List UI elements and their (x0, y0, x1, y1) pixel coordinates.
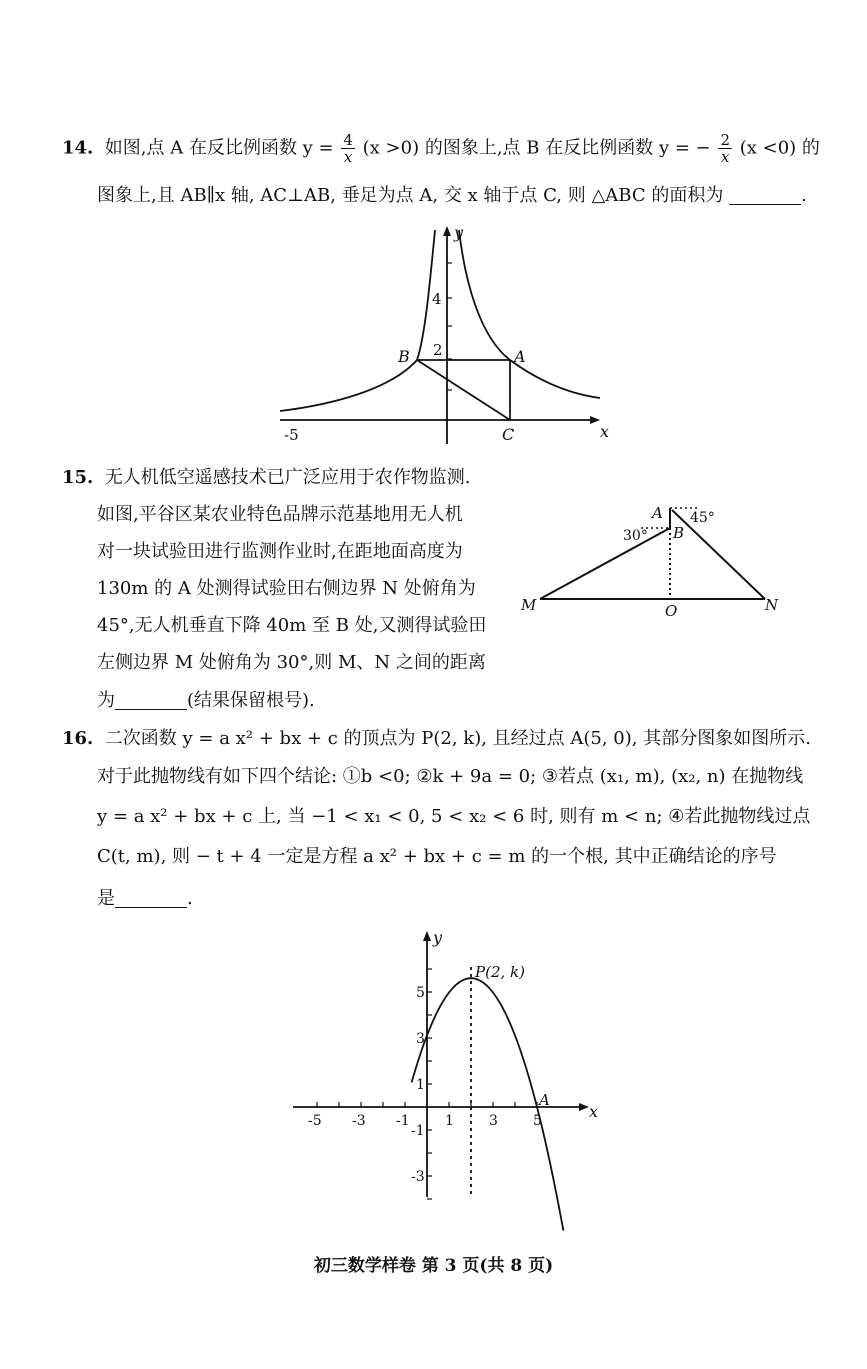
q15-line5: 45°,无人机垂直下降 40m 至 B 处,又测得试验田 (97, 615, 487, 636)
q16-line4: C(t, m), 则 − t + 4 一定是方程 a x² + bx + c = m 的一个根, 其中正确结论的序号 (97, 846, 777, 867)
q15-line3: 对一块试验田进行监测作业时,在距地面高度为 (97, 541, 463, 562)
q16-y-tick-label: 5 (416, 985, 425, 1001)
q14-line2: 图象上,且 AB∥x 轴, AC⊥AB, 垂足为点 A, 交 x 轴于点 C, 则 △ABC 的面积为 . (97, 185, 807, 206)
q16-y-label: y (433, 928, 443, 947)
q15-point-B: B (673, 524, 685, 542)
q16-y-arrow (423, 931, 431, 941)
q16-x-tick-label: 3 (489, 1113, 498, 1129)
q15-point-M: M (521, 596, 537, 614)
q15-segment-BM (540, 528, 670, 599)
q14-hyperbola-right (459, 230, 600, 398)
q15-point-A: A (652, 504, 663, 522)
q16-line1 (62, 727, 811, 751)
q16-x-tick-label: -3 (352, 1113, 366, 1129)
q15-answer-blank[interactable] (115, 691, 187, 710)
q14-text-1b: (x >0) 的图象上,点 B 在反比例函数 y = − (362, 137, 711, 159)
q15-point-O: O (665, 602, 678, 620)
q14-y-arrow (443, 226, 451, 236)
q15-number: 15. (62, 467, 94, 488)
q16-ticks (308, 969, 542, 1199)
q16-x-tick-label: -1 (396, 1113, 410, 1129)
q16-y-tick-label: -1 (411, 1123, 425, 1139)
q14-fraction-1: $\frac{4}{x}$ (343, 131, 353, 166)
q15-line1 (62, 466, 471, 490)
q14-number: 14. (62, 137, 94, 159)
q14-text-1c: (x <0) 的 (739, 137, 820, 159)
q14-line1 (62, 132, 820, 165)
q14-text-2: 图象上,且 AB∥x 轴, AC⊥AB, 垂足为点 A, 交 x 轴于点 C, 则 △ABC 的面积为 (97, 185, 724, 206)
q14-figure (270, 222, 620, 452)
q15-angle-30: 30° (623, 528, 648, 544)
q14-answer-blank[interactable] (729, 186, 801, 205)
q15-point-N: N (765, 596, 779, 614)
q14-curve-right (270, 222, 434, 240)
q16-x-tick-label: -5 (308, 1113, 322, 1129)
q16-line2: 对于此抛物线有如下四个结论: ①b <0; ②k + 9a = 0; ③若点 (x₁, m), (x₂, n) 在抛物线 (97, 766, 804, 787)
q16-figure (285, 925, 605, 1205)
q16-y-tick-label: 1 (416, 1077, 425, 1093)
q16-y-tick-label: 3 (416, 1031, 425, 1047)
q14-y-label: y (454, 223, 464, 242)
q15-text-1: 无人机低空遥感技术已广泛应用于农作物监测. (104, 467, 471, 488)
q14-tick-minus5: -5 (284, 426, 299, 444)
q16-text-1: 二次函数 y = a x² + bx + c 的顶点为 P(2, k), 且经过点 A(5, 0), 其部分图象如图所示. (104, 728, 811, 749)
q14-point-B: B (398, 347, 410, 366)
q16-vertex-label: P(2, k) (475, 963, 525, 981)
q14-fraction-2: $\frac{2}{x}$ (720, 131, 731, 166)
q16-x-arrow (579, 1103, 589, 1111)
q15-segment-AN (672, 510, 765, 599)
q15-line6: 左侧边界 M 处俯角为 30°,则 M、N 之间的距离 (97, 652, 486, 673)
q16-line3: y = a x² + bx + c 上, 当 −1 < x₁ < 0, 5 < x₂ < 6 时, 则有 m < n; ④若此抛物线过点 (97, 806, 811, 827)
q16-x-tick-label: 1 (445, 1113, 454, 1129)
q15-line4: 130m 的 A 处测得试验田右侧边界 N 处俯角为 (97, 578, 476, 599)
q14-x-label: x (600, 422, 610, 441)
q14-point-A: A (514, 347, 526, 366)
q16-answer-blank[interactable] (115, 889, 187, 908)
q15-angle-45: 45° (690, 510, 715, 526)
q14-tick-4: 4 (432, 290, 442, 308)
q16-x-label: x (589, 1102, 599, 1121)
q14-tick-2: 2 (433, 341, 443, 359)
page-footer: 初三数学样卷 第 3 页(共 8 页) (313, 1256, 554, 1276)
q16-line5: 是 . (97, 888, 193, 909)
q15-line7: 为 (结果保留根号). (97, 690, 315, 711)
q14-point-C: C (502, 425, 515, 444)
q15-figure (515, 498, 785, 628)
q15-line2: 如图,平谷区某农业特色品牌示范基地用无人机 (97, 504, 463, 525)
q16-point-A: A (539, 1091, 550, 1109)
q14-text-1a: 如图,点 A 在反比例函数 y = (104, 137, 334, 159)
q16-number: 16. (62, 728, 94, 749)
q16-x-tick-label: 5 (533, 1113, 542, 1129)
q14-hyperbola-left (280, 230, 435, 411)
q14-x-arrow (590, 416, 600, 424)
q14-segment-BC (417, 360, 510, 420)
q16-y-tick-label: -3 (411, 1169, 425, 1185)
